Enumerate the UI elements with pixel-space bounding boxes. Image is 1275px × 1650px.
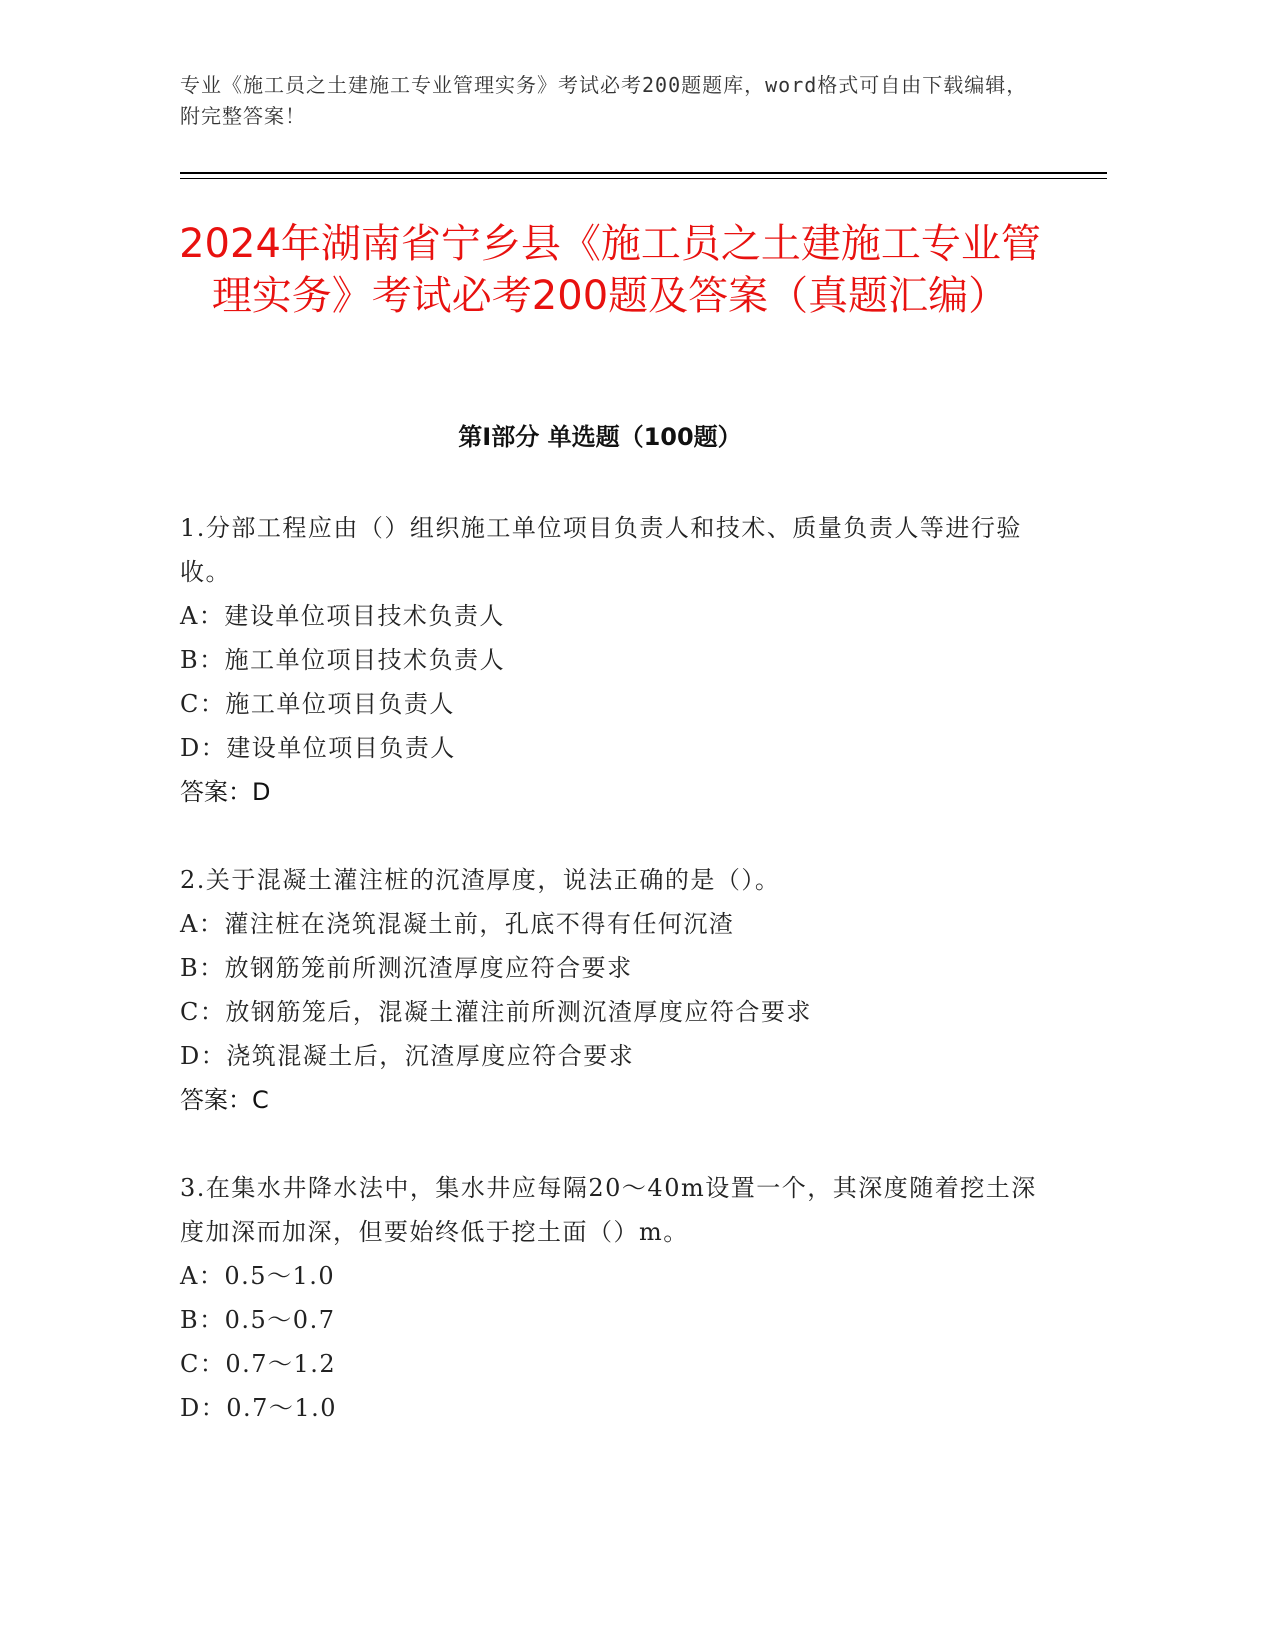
option-d: D：建设单位项目负责人	[180, 734, 456, 762]
option-c: C：放钢筋笼后，混凝土灌注前所测沉渣厚度应符合要求	[180, 998, 812, 1026]
question-list	[180, 506, 1040, 1474]
document-title: 2024年湖南省宁乡县《施工员之土建施工专业管理实务》考试必考200题及答案（真题汇编）	[179, 221, 1041, 319]
header-divider-thick	[180, 172, 1107, 174]
option-b: B：放钢筋笼前所测沉渣厚度应符合要求	[180, 954, 633, 982]
question-3	[180, 1166, 1040, 1430]
option-c: C：0.7～1.2	[180, 1350, 337, 1378]
question-stem: 3.在集水井降水法中，集水井应每隔20～40m设置一个，其深度随着挖土深度加深而加深，但要始终低于挖土面（）m。	[180, 1174, 1037, 1246]
answer-text: 答案：C	[180, 1086, 269, 1114]
option-a: A：灌注桩在浇筑混凝土前，孔底不得有任何沉渣	[180, 910, 735, 938]
header-divider-thin	[180, 178, 1107, 179]
header-note: 专业《施工员之土建施工专业管理实务》考试必考200题题库，word格式可自由下载编辑，附完整答案！	[180, 73, 1028, 128]
option-a: A：0.5～1.0	[180, 1262, 336, 1290]
option-a: A：建设单位项目技术负责人	[180, 602, 505, 630]
option-d: D：0.7～1.0	[180, 1394, 338, 1422]
question-2	[180, 858, 1040, 1122]
answer-text: 答案：D	[180, 778, 271, 806]
question-1	[180, 506, 1040, 814]
option-b: B：施工单位项目技术负责人	[180, 646, 506, 674]
section-heading: 第Ⅰ部分 单选题（100题）	[458, 423, 742, 451]
option-d: D：浇筑混凝土后，沉渣厚度应符合要求	[180, 1042, 635, 1070]
option-c: C：施工单位项目负责人	[180, 690, 455, 718]
option-b: B：0.5～0.7	[180, 1306, 336, 1334]
question-stem: 1.分部工程应由（）组织施工单位项目负责人和技术、质量负责人等进行验收。	[180, 514, 1022, 586]
question-stem: 2.关于混凝土灌注桩的沉渣厚度，说法正确的是（）。	[180, 866, 781, 894]
